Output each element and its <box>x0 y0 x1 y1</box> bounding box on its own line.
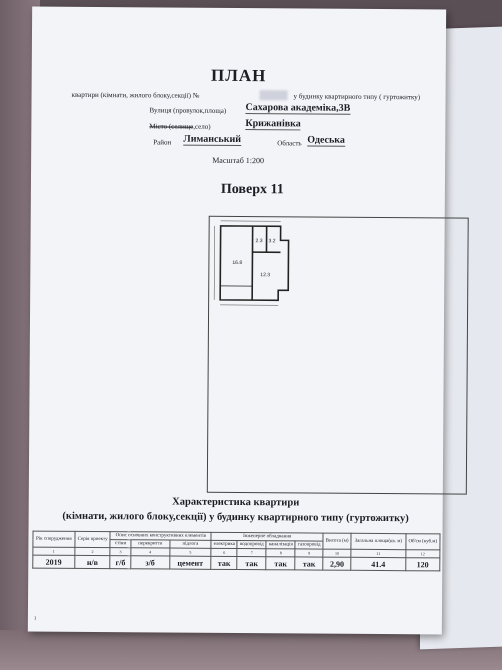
district-value: Лиманський <box>183 133 242 146</box>
column-number: 6 <box>211 548 237 556</box>
value-volume: 120 <box>405 558 439 571</box>
floor-heading <box>221 182 284 198</box>
room-area-label: 16.8 <box>232 259 243 267</box>
value-gas: так <box>295 557 323 570</box>
redacted-number <box>260 90 288 100</box>
header-ground: підлога <box>170 540 212 548</box>
column-number: 3 <box>110 548 131 556</box>
city-label-rest: ,село) <box>193 122 211 131</box>
header-series: Серія проекту <box>75 531 111 547</box>
scale: Масштаб 1:200 <box>212 155 265 166</box>
column-number: 5 <box>170 548 212 556</box>
column-number: 12 <box>406 550 440 558</box>
column-number: 10 <box>323 549 351 557</box>
header-volume: Об'єм (куб.м) <box>406 534 440 550</box>
header-floors: перекриття <box>131 540 170 548</box>
value-floors: з/б <box>131 556 170 569</box>
value-ground: цемент <box>169 556 211 569</box>
plan-frame <box>207 216 469 495</box>
district-label: Район <box>153 138 172 147</box>
region-value: Одеська <box>307 134 345 146</box>
room-area-label: 2.3 <box>255 238 263 245</box>
line1-prefix: квартири (кімнати, жилого блоку,секції) № <box>71 90 200 100</box>
value-electricity: так <box>211 556 237 569</box>
street-value: Сахарова академіка,3В <box>245 102 351 114</box>
column-number: 11 <box>351 549 406 557</box>
header-gas: газопровід <box>295 541 323 549</box>
column-number: 9 <box>295 549 323 557</box>
value-series: н/в <box>75 555 111 568</box>
document-sheet <box>28 7 446 635</box>
header-structure: Опис основних конструктивних елементів <box>110 532 211 541</box>
header-year: Рік спорудження <box>33 531 75 547</box>
city-value: Крижанівка <box>245 118 301 130</box>
document-title: ПЛАН <box>210 65 267 86</box>
header-walls: стіни <box>110 540 131 548</box>
table-values-row <box>33 555 440 571</box>
city-label <box>149 122 210 130</box>
column-number: 7 <box>237 549 266 557</box>
characteristics-title: Характеристика квартири <box>172 496 300 509</box>
value-area: 41.4 <box>351 557 406 570</box>
header-area: Загальна площа(кв. м) <box>351 533 406 549</box>
value-height: 2,90 <box>323 557 351 570</box>
room-area-label: 12.3 <box>260 272 271 279</box>
characteristics-subtitle: (кімнати, жилого блоку,секції) у будинку квартирного типу (гуртожитку) <box>62 510 409 525</box>
header-height: Висота (м) <box>323 533 351 549</box>
characteristics-table <box>32 531 440 572</box>
room-area-label: 3.2 <box>268 238 276 245</box>
line1-suffix: у будинку квартирного типу ( гуртожитку) <box>293 92 421 102</box>
value-year: 2019 <box>33 555 75 568</box>
column-number: 4 <box>131 548 170 556</box>
region-label: Область <box>277 139 302 148</box>
header-water: водопровід <box>237 541 266 549</box>
column-number: 2 <box>75 547 111 555</box>
street-label: Вулиця (провулок,площа) <box>149 106 227 115</box>
value-sewer: так <box>266 557 295 570</box>
header-electricity: електрика <box>211 540 237 548</box>
page-number: 1 <box>33 616 37 622</box>
floor-value: 11 <box>270 182 284 198</box>
header-sewer: каналізація <box>266 541 295 549</box>
column-number: 8 <box>266 549 295 557</box>
header-engineering: Інженерне обладнання <box>211 532 323 541</box>
city-label-struck: Місто (селище <box>149 122 194 131</box>
value-water: так <box>237 557 266 570</box>
column-number: 1 <box>33 547 75 555</box>
floor-label: Поверх <box>220 181 268 198</box>
value-walls: г/б <box>110 556 131 569</box>
